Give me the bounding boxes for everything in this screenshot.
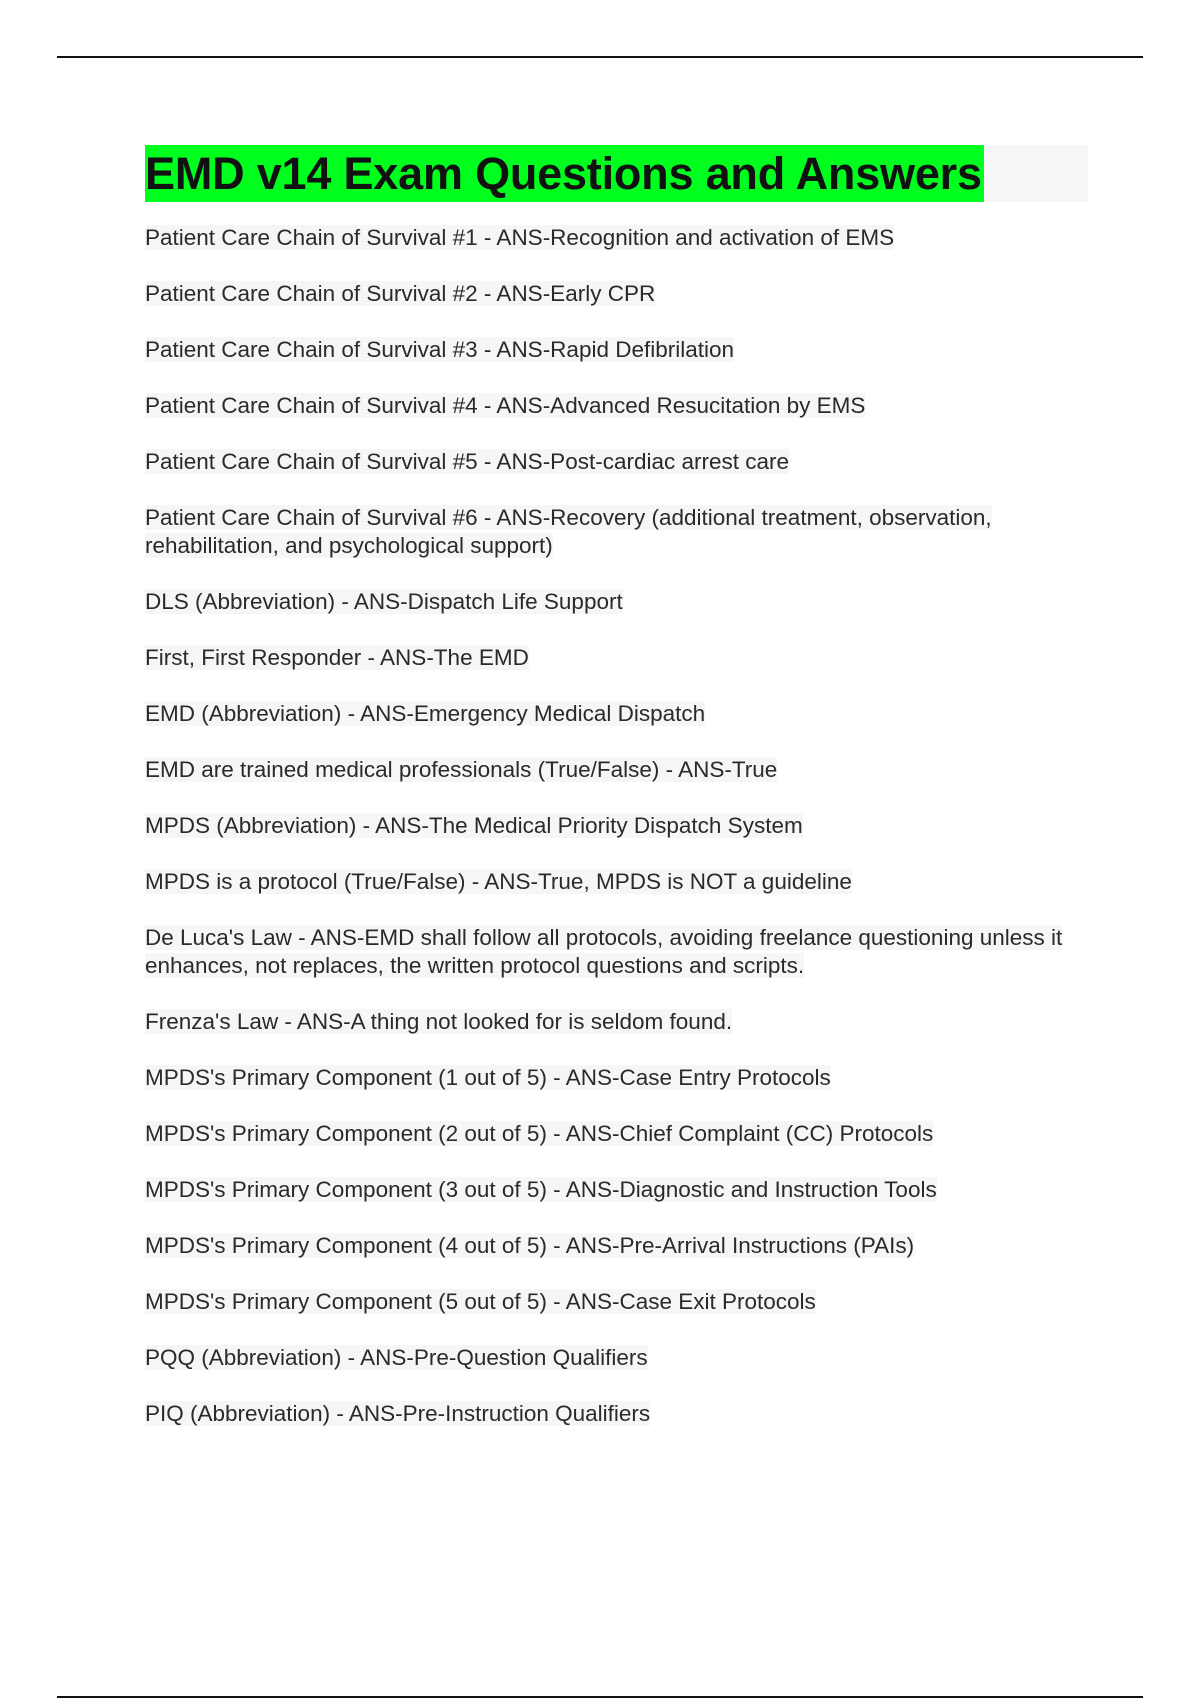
qa-item [145,1400,1090,1428]
qa-text: MPDS's Primary Component (5 out of 5) - ANS-Case Exit Protocols [145,1289,816,1314]
qa-text: MPDS is a protocol (True/False) - ANS-True, MPDS is NOT a guideline [145,869,852,894]
qa-item [145,336,1090,364]
qa-item [145,1064,1090,1092]
title-banner [145,145,1088,202]
qa-item [145,1176,1090,1204]
qa-item [145,1288,1090,1316]
qa-text: MPDS (Abbreviation) - ANS-The Medical Priority Dispatch System [145,813,803,838]
qa-list [145,224,1090,1428]
top-divider [57,56,1143,58]
qa-item [145,868,1090,896]
qa-text: Patient Care Chain of Survival #6 - ANS-Recovery (additional treatment, observation, rehabilitation, and psychological support) [145,505,992,558]
qa-item [145,924,1090,980]
qa-item [145,280,1090,308]
qa-text: MPDS's Primary Component (1 out of 5) - ANS-Case Entry Protocols [145,1065,831,1090]
qa-text: MPDS's Primary Component (3 out of 5) - ANS-Diagnostic and Instruction Tools [145,1177,937,1202]
qa-item [145,588,1090,616]
qa-item [145,700,1090,728]
qa-text: First, First Responder - ANS-The EMD [145,645,529,670]
qa-text: PQQ (Abbreviation) - ANS-Pre-Question Qualifiers [145,1345,648,1370]
qa-text: EMD (Abbreviation) - ANS-Emergency Medical Dispatch [145,701,706,726]
qa-text: De Luca's Law - ANS-EMD shall follow all protocols, avoiding freelance questioning unless it enhances, not replaces, the written protocol questions and scripts. [145,925,1063,978]
qa-text: MPDS's Primary Component (4 out of 5) - ANS-Pre-Arrival Instructions (PAIs) [145,1233,915,1258]
qa-text: Patient Care Chain of Survival #2 - ANS-Early CPR [145,281,656,306]
qa-text: EMD are trained medical professionals (True/False) - ANS-True [145,757,778,782]
qa-item [145,1120,1090,1148]
qa-text: Patient Care Chain of Survival #1 - ANS-Recognition and activation of EMS [145,225,895,250]
qa-item [145,1344,1090,1372]
qa-text: MPDS's Primary Component (2 out of 5) - ANS-Chief Complaint (CC) Protocols [145,1121,934,1146]
qa-item [145,448,1090,476]
qa-text: DLS (Abbreviation) - ANS-Dispatch Life Support [145,589,623,614]
qa-item [145,1232,1090,1260]
qa-item [145,392,1090,420]
page-title: EMD v14 Exam Questions and Answers [145,145,984,202]
qa-text: Patient Care Chain of Survival #4 - ANS-Advanced Resucitation by EMS [145,393,866,418]
qa-item [145,1008,1090,1036]
qa-text: PIQ (Abbreviation) - ANS-Pre-Instruction Qualifiers [145,1401,651,1426]
qa-text: Frenza's Law - ANS-A thing not looked for is seldom found. [145,1009,733,1034]
qa-item [145,224,1090,252]
qa-item [145,644,1090,672]
document-content [145,145,1090,1456]
bottom-divider [57,1696,1143,1698]
qa-text: Patient Care Chain of Survival #5 - ANS-Post-cardiac arrest care [145,449,790,474]
qa-text: Patient Care Chain of Survival #3 - ANS-Rapid Defibrilation [145,337,735,362]
qa-item [145,812,1090,840]
qa-item [145,504,1090,560]
qa-item [145,756,1090,784]
